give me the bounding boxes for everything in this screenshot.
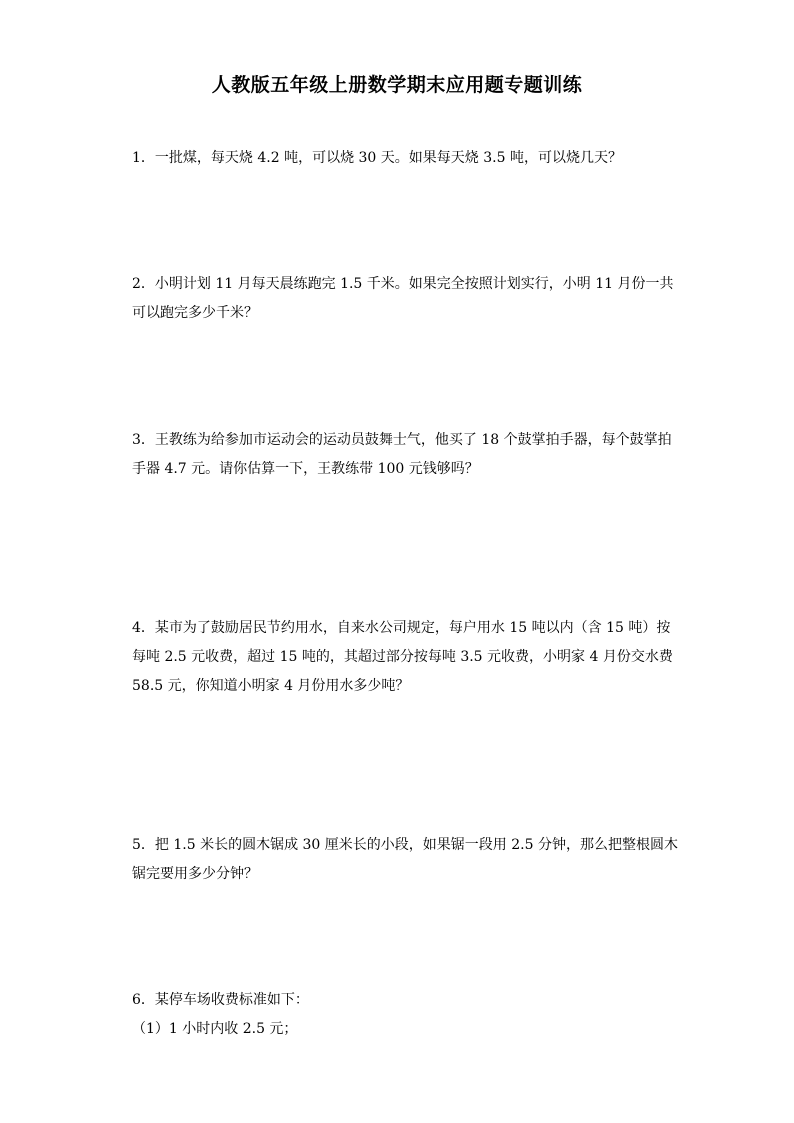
question-4: [132, 614, 673, 701]
question-text-line: 5．把 1.5 米长的圆木锯成 30 厘米长的小段，如果锯一段用 2.5 分钟，那么把整根圆木: [132, 837, 678, 853]
page-title: 人教版五年级上册数学期末应用题专题训练: [211, 74, 583, 96]
question-1: [132, 144, 662, 173]
question-text-line: 2．小明计划 11 月每天晨练跑完 1.5 千米。如果完全按照计划实行，小明 11 月份一共: [132, 276, 674, 292]
question-2: [132, 270, 674, 328]
question-5: [132, 831, 678, 889]
question-text-line: 6．某停车场收费标准如下：: [132, 992, 309, 1008]
question-text-line: 手器 4.7 元。请你估算一下，王教练带 100 元钱够吗？: [132, 461, 479, 477]
question-text-line: 3．王教练为给参加市运动会的运动员鼓舞士气，他买了 18 个鼓掌拍手器，每个鼓掌拍: [132, 432, 672, 448]
question-3: [132, 426, 672, 484]
question-text-line: （1）1 小时内收 2.5 元；: [132, 1021, 298, 1037]
question-text-line: 锯完要用多少分钟？: [132, 866, 258, 882]
question-text-line: 可以跑完多少千米？: [132, 305, 258, 321]
question-text-line: 4．某市为了鼓励居民节约用水，自来水公司规定，每户用水 15 吨以内（含 15 吨）按: [132, 620, 671, 636]
question-text-line: 每吨 2.5 元收费，超过 15 吨的，其超过部分按每吨 3.5 元收费，小明家 4 月份交水费: [132, 649, 673, 665]
question-6: [132, 986, 662, 1044]
question-text-line: 1．一批煤，每天烧 4.2 吨，可以烧 30 天。如果每天烧 3.5 吨，可以烧几天？: [132, 150, 622, 166]
question-text-line: 58.5 元，你知道小明家 4 月份用水多少吨？: [132, 678, 410, 694]
